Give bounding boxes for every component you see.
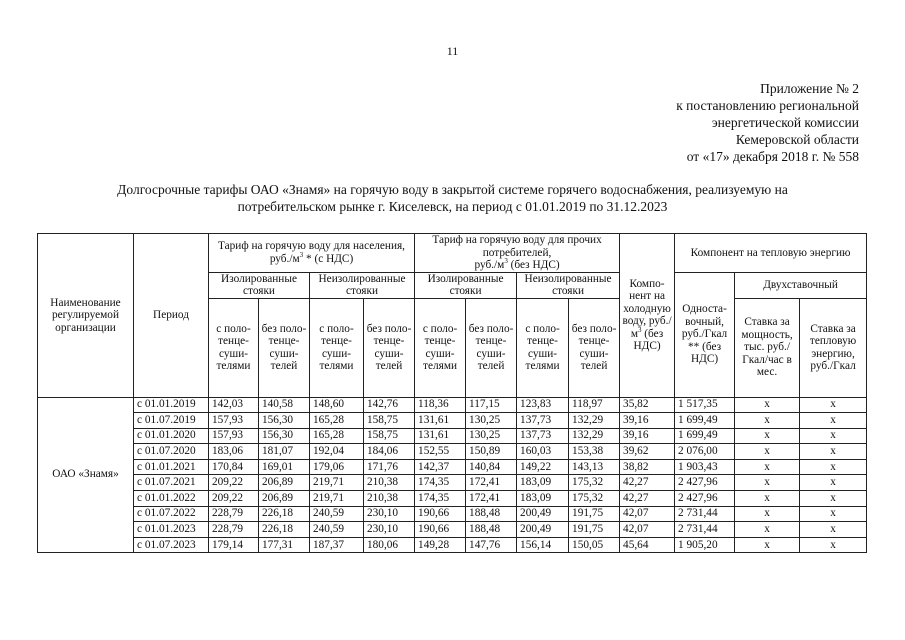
- value-cell: 39,16: [620, 428, 675, 444]
- population-tariff-text: Тариф на горячую воду для населения, руб./м: [218, 240, 406, 265]
- value-cell: 1 903,43: [675, 459, 735, 475]
- value-cell: 153,38: [569, 444, 620, 460]
- value-cell: 240,59: [310, 522, 364, 538]
- appendix-line: к постановлению региональной: [676, 98, 859, 113]
- value-cell: 157,93: [209, 413, 259, 429]
- value-cell: х: [800, 491, 867, 507]
- thermal-header: Компонент на тепловую энергию: [675, 234, 867, 273]
- value-cell: 191,75: [569, 506, 620, 522]
- value-cell: 118,36: [415, 397, 466, 413]
- value-cell: 175,32: [569, 475, 620, 491]
- value-cell: 183,06: [209, 444, 259, 460]
- value-cell: 152,55: [415, 444, 466, 460]
- value-cell: 156,14: [517, 537, 569, 553]
- value-cell: 160,03: [517, 444, 569, 460]
- population-tariff-suffix: * (с НДС): [303, 252, 354, 265]
- value-cell: х: [735, 537, 800, 553]
- value-cell: х: [800, 444, 867, 460]
- value-cell: 206,89: [259, 491, 310, 507]
- period-cell: с 01.01.2023: [134, 522, 209, 538]
- value-cell: 190,66: [415, 522, 466, 538]
- value-cell: 1 517,35: [675, 397, 735, 413]
- value-cell: 188,48: [466, 506, 517, 522]
- value-cell: 130,25: [466, 413, 517, 429]
- isolated-header: Изолированные стояки: [209, 272, 310, 298]
- value-cell: 226,18: [259, 522, 310, 538]
- period-cell: с 01.07.2019: [134, 413, 209, 429]
- value-cell: 150,05: [569, 537, 620, 553]
- value-cell: х: [735, 428, 800, 444]
- period-header: Период: [134, 234, 209, 398]
- without-towel-header: без поло-тенце-суши-телей: [259, 298, 310, 397]
- with-towel-header: с поло-тенце-суши-телями: [415, 298, 466, 397]
- value-cell: 165,28: [310, 428, 364, 444]
- page-number: 11: [446, 44, 459, 58]
- value-cell: 2 076,00: [675, 444, 735, 460]
- value-cell: 156,30: [259, 428, 310, 444]
- value-cell: 39,62: [620, 444, 675, 460]
- value-cell: 179,06: [310, 459, 364, 475]
- value-cell: х: [800, 459, 867, 475]
- with-towel-header: с поло-тенце-суши-телями: [310, 298, 364, 397]
- value-cell: 174,35: [415, 491, 466, 507]
- single-rate-header: Односта-вочный, руб./Гкал ** (без НДС): [675, 272, 735, 397]
- value-cell: 140,58: [259, 397, 310, 413]
- value-cell: 42,07: [620, 506, 675, 522]
- value-cell: 158,75: [364, 413, 415, 429]
- value-cell: 181,07: [259, 444, 310, 460]
- value-cell: 175,32: [569, 491, 620, 507]
- tariff-table: [37, 233, 867, 553]
- value-cell: 123,83: [517, 397, 569, 413]
- appendix-line: энергетической комиссии: [711, 115, 859, 130]
- cold-water-suffix: (без НДС): [633, 327, 664, 353]
- value-cell: 172,41: [466, 491, 517, 507]
- document-title: [40, 181, 865, 215]
- appendix-line: Приложение № 2: [760, 81, 859, 96]
- without-towel-header: без поло-тенце-суши-телей: [466, 298, 517, 397]
- value-cell: х: [800, 475, 867, 491]
- value-cell: 35,82: [620, 397, 675, 413]
- value-cell: 183,09: [517, 491, 569, 507]
- value-cell: х: [800, 413, 867, 429]
- value-cell: 140,84: [466, 459, 517, 475]
- period-cell: с 01.01.2022: [134, 491, 209, 507]
- value-cell: 137,73: [517, 428, 569, 444]
- table-row: [38, 428, 867, 444]
- value-cell: 228,79: [209, 522, 259, 538]
- other-tariff-header: [415, 234, 620, 273]
- value-cell: 209,22: [209, 491, 259, 507]
- value-cell: 219,71: [310, 491, 364, 507]
- value-cell: 143,13: [569, 459, 620, 475]
- period-cell: с 01.07.2023: [134, 537, 209, 553]
- value-cell: 2 427,96: [675, 491, 735, 507]
- value-cell: 130,25: [466, 428, 517, 444]
- value-cell: 172,41: [466, 475, 517, 491]
- cold-water-header: [620, 234, 675, 398]
- without-towel-header: без поло-тенце-суши-телей: [569, 298, 620, 397]
- value-cell: 2 427,96: [675, 475, 735, 491]
- value-cell: 142,03: [209, 397, 259, 413]
- value-cell: 226,18: [259, 506, 310, 522]
- superscript: 3: [504, 257, 508, 266]
- two-rate-header: Двухставочный: [735, 272, 867, 298]
- appendix-line: от «17» декабря 2018 г. № 558: [686, 149, 859, 164]
- value-cell: 42,27: [620, 491, 675, 507]
- value-cell: 156,30: [259, 413, 310, 429]
- period-cell: с 01.01.2020: [134, 428, 209, 444]
- table-row: [38, 506, 867, 522]
- value-cell: 1 699,49: [675, 428, 735, 444]
- value-cell: 117,15: [466, 397, 517, 413]
- title-line: Долгосрочные тарифы ОАО «Знамя» на горячую воду в закрытой системе горячего водоснабжения, реализуемую на: [117, 182, 788, 197]
- value-cell: 170,84: [209, 459, 259, 475]
- value-cell: 147,76: [466, 537, 517, 553]
- non-isolated-header: Неизолированные стояки: [517, 272, 620, 298]
- period-cell: с 01.07.2022: [134, 506, 209, 522]
- value-cell: х: [800, 397, 867, 413]
- other-tariff-text: Тариф на горячую воду для прочих потребителей,: [432, 234, 602, 259]
- value-cell: 240,59: [310, 506, 364, 522]
- value-cell: 149,28: [415, 537, 466, 553]
- table-row: [38, 537, 867, 553]
- value-cell: 184,06: [364, 444, 415, 460]
- other-tariff-suffix: (без НДС): [507, 259, 560, 271]
- value-cell: 206,89: [259, 475, 310, 491]
- isolated-header: Изолированные стояки: [415, 272, 517, 298]
- value-cell: 131,61: [415, 413, 466, 429]
- value-cell: 42,27: [620, 475, 675, 491]
- value-cell: 131,61: [415, 428, 466, 444]
- value-cell: х: [735, 459, 800, 475]
- value-cell: 177,31: [259, 537, 310, 553]
- value-cell: 149,22: [517, 459, 569, 475]
- value-cell: 2 731,44: [675, 506, 735, 522]
- value-cell: 190,66: [415, 506, 466, 522]
- capacity-rate-header: Ставка за мощность, тыс. руб./Гкал/час в мес.: [735, 298, 800, 397]
- value-cell: 188,48: [466, 522, 517, 538]
- value-cell: 192,04: [310, 444, 364, 460]
- value-cell: х: [735, 491, 800, 507]
- table-row: [38, 522, 867, 538]
- value-cell: 219,71: [310, 475, 364, 491]
- table-row: [38, 413, 867, 429]
- value-cell: 1 699,49: [675, 413, 735, 429]
- without-towel-header: без поло-тенце-суши-телей: [364, 298, 415, 397]
- value-cell: х: [735, 413, 800, 429]
- value-cell: 38,82: [620, 459, 675, 475]
- value-cell: 200,49: [517, 522, 569, 538]
- value-cell: 174,35: [415, 475, 466, 491]
- value-cell: 183,09: [517, 475, 569, 491]
- value-cell: 210,38: [364, 475, 415, 491]
- value-cell: 169,01: [259, 459, 310, 475]
- appendix-line: Кемеровской области: [735, 132, 859, 147]
- value-cell: 210,38: [364, 491, 415, 507]
- value-cell: 171,76: [364, 459, 415, 475]
- title-line: потребительском рынке г. Киселевск, на период с 01.01.2019 по 31.12.2023: [237, 199, 668, 214]
- population-tariff-header: [209, 234, 415, 273]
- value-cell: х: [800, 428, 867, 444]
- value-cell: 2 731,44: [675, 522, 735, 538]
- value-cell: х: [800, 506, 867, 522]
- with-towel-header: с поло-тенце-суши-телями: [209, 298, 259, 397]
- value-cell: х: [735, 506, 800, 522]
- value-cell: 45,64: [620, 537, 675, 553]
- value-cell: 148,60: [310, 397, 364, 413]
- value-cell: 150,89: [466, 444, 517, 460]
- value-cell: 230,10: [364, 522, 415, 538]
- non-isolated-header: Неизолированные стояки: [310, 272, 415, 298]
- value-cell: 142,37: [415, 459, 466, 475]
- value-cell: 132,29: [569, 413, 620, 429]
- value-cell: 1 905,20: [675, 537, 735, 553]
- value-cell: 118,97: [569, 397, 620, 413]
- value-cell: 39,16: [620, 413, 675, 429]
- value-cell: 200,49: [517, 506, 569, 522]
- table-row: [38, 444, 867, 460]
- appendix-block: [676, 80, 859, 165]
- value-cell: 132,29: [569, 428, 620, 444]
- value-cell: х: [735, 444, 800, 460]
- value-cell: 42,07: [620, 522, 675, 538]
- value-cell: 142,76: [364, 397, 415, 413]
- value-cell: 187,37: [310, 537, 364, 553]
- value-cell: х: [800, 522, 867, 538]
- value-cell: 158,75: [364, 428, 415, 444]
- period-cell: с 01.07.2020: [134, 444, 209, 460]
- period-cell: с 01.01.2021: [134, 459, 209, 475]
- value-cell: х: [735, 522, 800, 538]
- value-cell: 191,75: [569, 522, 620, 538]
- value-cell: 165,28: [310, 413, 364, 429]
- value-cell: 209,22: [209, 475, 259, 491]
- energy-rate-header: Ставка за тепловую энергию, руб./Гкал: [800, 298, 867, 397]
- table-row: [38, 475, 867, 491]
- value-cell: 228,79: [209, 506, 259, 522]
- value-cell: 157,93: [209, 428, 259, 444]
- value-cell: х: [735, 397, 800, 413]
- value-cell: х: [735, 475, 800, 491]
- cold-water-text: Компо-нент на холодную воду, руб./м: [622, 277, 672, 340]
- value-cell: 137,73: [517, 413, 569, 429]
- table-row: [38, 397, 867, 413]
- org-header: Наименование регулируемой организации: [38, 234, 134, 398]
- value-cell: х: [800, 537, 867, 553]
- superscript: 3: [637, 325, 642, 334]
- table-row: [38, 459, 867, 475]
- organization-cell: ОАО «Знамя»: [38, 397, 134, 553]
- period-cell: с 01.01.2019: [134, 397, 209, 413]
- superscript: 3: [299, 250, 304, 259]
- tariff-table-body: [38, 397, 867, 553]
- with-towel-header: с поло-тенце-суши-телями: [517, 298, 569, 397]
- table-row: [38, 491, 867, 507]
- other-tariff-unit: руб./м: [474, 259, 505, 271]
- period-cell: с 01.07.2021: [134, 475, 209, 491]
- value-cell: 179,14: [209, 537, 259, 553]
- value-cell: 180,06: [364, 537, 415, 553]
- value-cell: 230,10: [364, 506, 415, 522]
